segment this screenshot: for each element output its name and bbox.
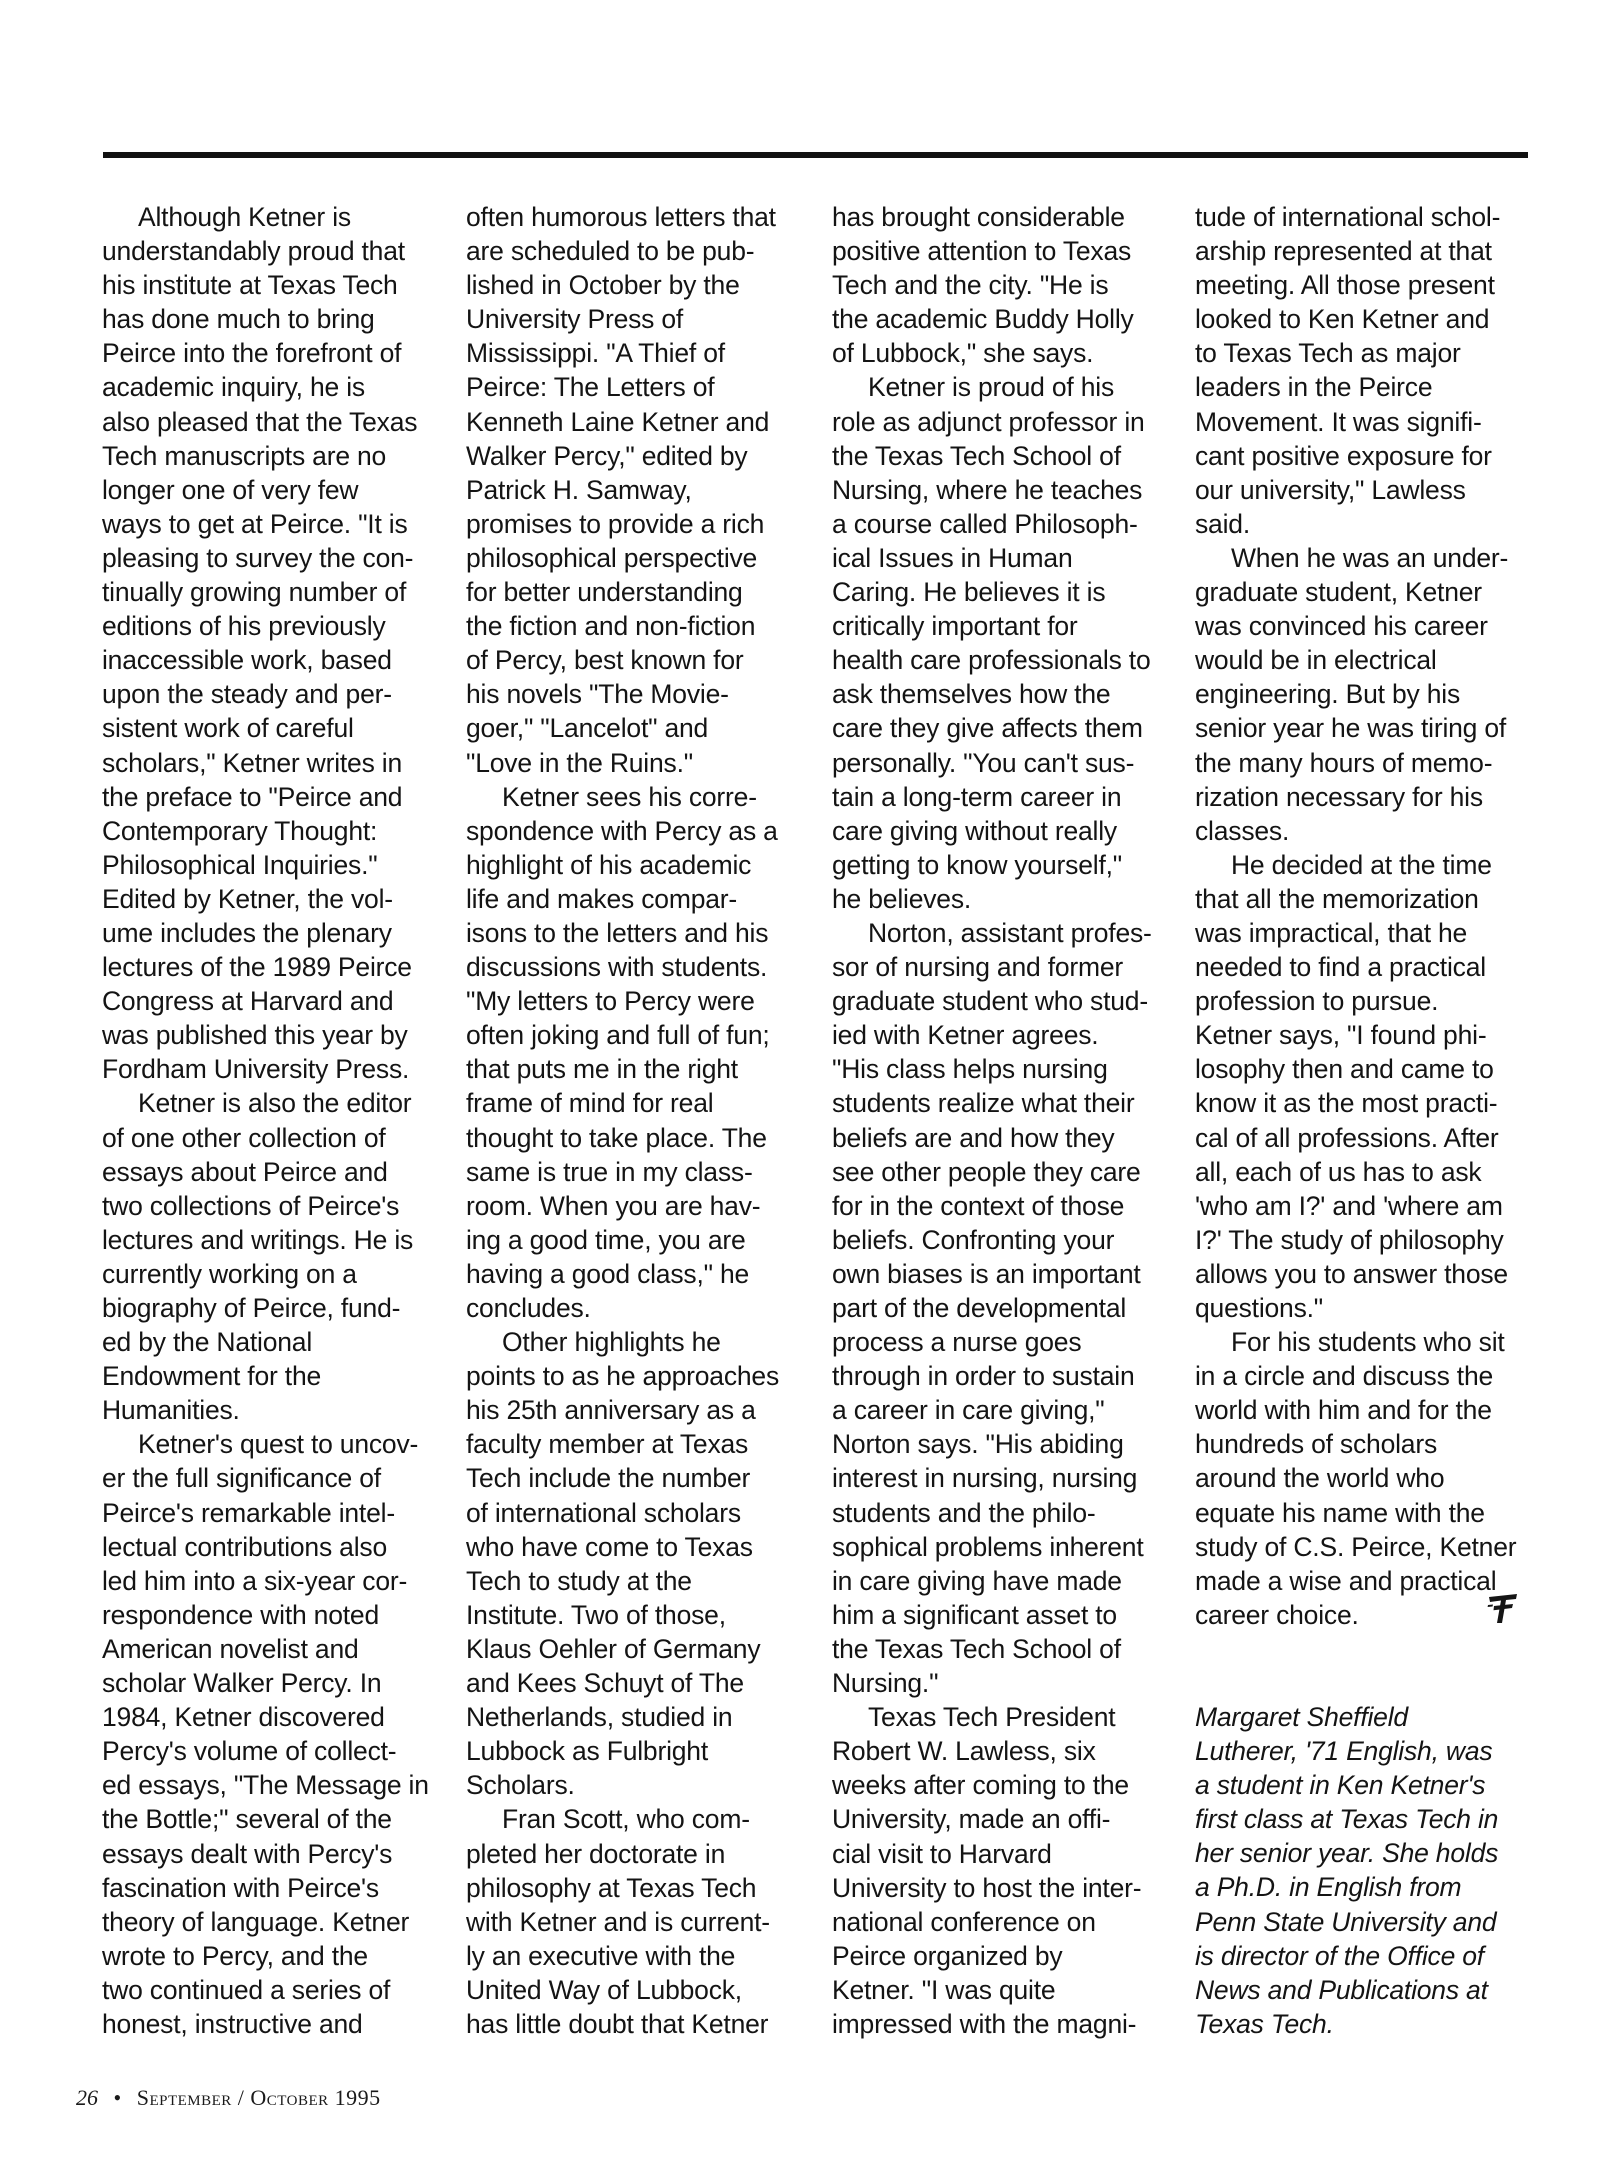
text-line: discussions with students. — [466, 952, 768, 983]
text-line: role as adjunct professor in — [832, 406, 1145, 437]
text-line: that all the memorization — [1195, 883, 1479, 914]
text-line: getting to know yourself," — [832, 849, 1122, 880]
text-line: rization necessary for his — [1195, 781, 1483, 812]
text-line: world with him and for the — [1195, 1395, 1492, 1426]
text-line: has little doubt that Ketner — [466, 2008, 769, 2039]
text-line: has brought considerable — [832, 202, 1125, 232]
text-line: was convinced his career — [1195, 611, 1488, 642]
text-line: Ketner says, "I found phi- — [1195, 1020, 1487, 1051]
text-line: Peirce's remarkable intel- — [102, 1497, 395, 1528]
text-line: said. — [1195, 508, 1250, 539]
text-line: Kenneth Laine Ketner and — [466, 406, 770, 437]
text-line: losophy then and came to — [1195, 1054, 1494, 1085]
text-line: a career in care giving," — [832, 1395, 1105, 1426]
text-line: Scholars. — [466, 1770, 575, 1801]
text-line: Tech and the city. "He is — [832, 270, 1109, 301]
text-line: 'who am I?' and 'where am — [1195, 1190, 1503, 1221]
text-line: Although Ketner is — [138, 202, 351, 232]
text-line: critically important for — [832, 611, 1078, 642]
text-line: ied with Ketner agrees. — [832, 1020, 1099, 1051]
bio-line: her senior year. She holds — [1195, 1838, 1499, 1869]
text-line: Walker Percy," edited by — [466, 440, 748, 471]
text-line: are scheduled to be pub- — [466, 236, 755, 267]
text-line: thought to take place. The — [466, 1122, 767, 1153]
text-line: Patrick H. Samway, — [466, 474, 692, 505]
text-line: Caring. He believes it is — [832, 577, 1106, 608]
text-line: philosophy at Texas Tech — [466, 1872, 757, 1903]
text-line: national conference on — [832, 1906, 1096, 1937]
text-line: allows you to answer those — [1195, 1258, 1508, 1289]
text-line: highlight of his academic — [466, 849, 752, 880]
text-line: scholar Walker Percy. In — [102, 1668, 382, 1699]
text-line: Ketner. "I was quite — [832, 1974, 1056, 2005]
text-line: American novelist and — [102, 1633, 359, 1664]
text-line: the Bottle;" several of the — [102, 1804, 392, 1835]
article-column-2 — [466, 200, 779, 2041]
text-line: Philosophical Inquiries." — [102, 849, 378, 880]
text-line: interest in nursing, nursing — [832, 1463, 1138, 1494]
text-line: the Texas Tech School of — [832, 1633, 1121, 1664]
text-line: er the full significance of — [102, 1463, 381, 1494]
text-line: meeting. All those present — [1195, 270, 1495, 301]
text-line: "Love in the Ruins." — [466, 747, 693, 778]
text-line: who have come to Texas — [466, 1531, 753, 1562]
text-line: scholars," Ketner writes in — [102, 747, 403, 778]
bio-line: first class at Texas Tech in — [1195, 1804, 1499, 1835]
text-line: essays dealt with Percy's — [102, 1838, 393, 1869]
text-line: goer," "Lancelot" and — [466, 713, 709, 744]
text-line: of Lubbock," she says. — [832, 338, 1094, 369]
text-line: beliefs. Confronting your — [832, 1224, 1115, 1255]
text-line: ly an executive with the — [466, 1940, 736, 1971]
text-line: life and makes compar- — [466, 883, 738, 914]
text-line: "His class helps nursing — [832, 1054, 1108, 1085]
text-line: Lubbock as Fulbright — [466, 1736, 709, 1767]
text-line: Institute. Two of those, — [466, 1599, 726, 1630]
text-line: hundreds of scholars — [1195, 1429, 1438, 1460]
text-line: him a significant asset to — [832, 1599, 1117, 1630]
text-line: Humanities. — [102, 1395, 240, 1426]
text-line: Mississippi. "A Thief of — [466, 338, 725, 369]
text-line: own biases is an important — [832, 1258, 1141, 1289]
text-line: of international scholars — [466, 1497, 741, 1528]
text-line: his institute at Texas Tech — [102, 270, 398, 301]
text-line: in a circle and discuss the — [1195, 1361, 1494, 1392]
bio-line: a student in Ken Ketner's — [1195, 1770, 1486, 1801]
text-line: Norton says. "His abiding — [832, 1429, 1124, 1460]
text-line: all, each of us has to ask — [1195, 1156, 1482, 1187]
text-line: health care professionals to — [832, 645, 1151, 676]
text-line: Endowment for the — [102, 1361, 322, 1392]
text-line: lectual contributions also — [102, 1531, 387, 1562]
text-line: having a good class," he — [466, 1258, 750, 1289]
text-line: lished in October by the — [466, 270, 740, 301]
text-line: Contemporary Thought: — [102, 815, 378, 846]
bio-line: Penn State University and — [1195, 1906, 1497, 1937]
text-line: ume includes the plenary — [102, 917, 392, 948]
text-line: our university," Lawless — [1195, 474, 1466, 505]
text-line: Netherlands, studied in — [466, 1702, 733, 1733]
text-line: fascination with Peirce's — [102, 1872, 379, 1903]
bio-line: is director of the Office of — [1195, 1940, 1484, 1971]
text-line: pleasing to survey the con- — [102, 542, 414, 573]
text-line: Tech manuscripts are no — [102, 440, 387, 471]
text-line: the many hours of memo- — [1195, 747, 1493, 778]
text-line: beliefs are and how they — [832, 1122, 1115, 1153]
text-line: would be in electrical — [1195, 645, 1437, 676]
page-number: 26 — [76, 2085, 98, 2110]
text-line: process a nurse goes — [832, 1327, 1082, 1358]
text-line: Nursing." — [832, 1668, 939, 1699]
text-line: personally. "You can't sus- — [832, 747, 1135, 778]
text-line: questions." — [1195, 1293, 1324, 1323]
text-line: ed by the National — [102, 1327, 313, 1358]
text-line: sistent work of careful — [102, 713, 354, 744]
article-column-3 — [832, 200, 1152, 2041]
text-line: engineering. But by his — [1195, 679, 1460, 710]
text-line: also pleased that the Texas — [102, 406, 418, 437]
text-line: and Kees Schuyt of The — [466, 1668, 744, 1699]
text-line: I?' The study of philosophy — [1195, 1224, 1504, 1255]
text-line: Ketner is proud of his — [868, 372, 1115, 403]
text-line: study of C.S. Peirce, Ketner — [1195, 1531, 1517, 1562]
text-line: Edited by Ketner, the vol- — [102, 883, 393, 914]
text-line: graduate student, Ketner — [1195, 577, 1482, 608]
text-line: equate his name with the — [1195, 1497, 1485, 1528]
footer-separator: • — [113, 2085, 122, 2110]
text-line: understandably proud that — [102, 236, 405, 267]
text-line: University Press of — [466, 304, 684, 335]
text-line: sophical problems inherent — [832, 1531, 1144, 1562]
text-line: respondence with noted — [102, 1599, 379, 1630]
text-line: Tech to study at the — [466, 1565, 692, 1596]
text-line: upon the steady and per- — [102, 679, 392, 710]
text-line: weeks after coming to the — [832, 1770, 1129, 1801]
text-line: cal of all professions. After — [1195, 1122, 1499, 1153]
text-line: editions of his previously — [102, 611, 386, 642]
text-line: often joking and full of fun; — [466, 1020, 770, 1051]
text-line: cant positive exposure for — [1195, 440, 1492, 471]
text-line: Fran Scott, who com- — [502, 1804, 750, 1835]
text-line: United Way of Lubbock, — [466, 1974, 742, 2005]
text-line: senior year he was tiring of — [1195, 713, 1507, 744]
text-line: University to host the inter- — [832, 1872, 1142, 1903]
text-line: For his students who sit — [1231, 1327, 1505, 1358]
text-line: Peirce organized by — [832, 1940, 1063, 1971]
text-line: the Texas Tech School of — [832, 440, 1121, 471]
text-line: isons to the letters and his — [466, 917, 769, 948]
text-line: to Texas Tech as major — [1195, 338, 1461, 369]
text-line: care they give affects them — [832, 713, 1143, 744]
text-line: wrote to Percy, and the — [102, 1940, 368, 1971]
text-line: students and the philo- — [832, 1497, 1096, 1528]
text-line: leaders in the Peirce — [1195, 372, 1433, 403]
text-line: Ketner's quest to uncov- — [138, 1429, 419, 1460]
text-line: the academic Buddy Holly — [832, 304, 1134, 335]
text-line: through in order to sustain — [832, 1361, 1135, 1392]
text-line: of Percy, best known for — [466, 645, 744, 676]
text-line: ask themselves how the — [832, 679, 1111, 710]
page-footer — [76, 2085, 381, 2111]
text-line: sor of nursing and former — [832, 952, 1124, 983]
text-line: Tech include the number — [466, 1463, 751, 1494]
text-line: his novels "The Movie- — [466, 679, 729, 710]
text-line: philosophical perspective — [466, 542, 758, 573]
text-line: faculty member at Texas — [466, 1429, 749, 1460]
text-line: Peirce: The Letters of — [466, 372, 715, 403]
text-line: with Ketner and is current- — [466, 1906, 770, 1937]
text-line: students realize what their — [832, 1088, 1135, 1119]
text-line: ways to get at Peirce. "It is — [102, 508, 408, 539]
bio-line: Margaret Sheffield — [1195, 1702, 1408, 1732]
text-line: theory of language. Ketner — [102, 1906, 410, 1937]
text-line: Nursing, where he teaches — [832, 474, 1143, 505]
text-line: profession to pursue. — [1195, 986, 1439, 1017]
text-line: of one other collection of — [102, 1122, 386, 1153]
text-line: concludes. — [466, 1293, 591, 1323]
text-line: Ketner sees his corre- — [502, 781, 757, 812]
top-rule — [103, 152, 1528, 158]
text-line: arship represented at that — [1195, 236, 1492, 267]
text-line: care giving without really — [832, 815, 1117, 846]
text-line: part of the developmental — [832, 1293, 1127, 1323]
text-line: "My letters to Percy were — [466, 986, 755, 1017]
text-line: was impractical, that he — [1195, 917, 1468, 948]
text-line: graduate student who stud- — [832, 986, 1148, 1017]
text-line: positive attention to Texas — [832, 236, 1132, 267]
text-line: University, made an offi- — [832, 1804, 1111, 1835]
bio-line: Lutherer, '71 English, was — [1195, 1736, 1493, 1767]
text-line: points to as he approaches — [466, 1361, 780, 1392]
text-line: pleted her doctorate in — [466, 1838, 726, 1869]
text-line: room. When you are hav- — [466, 1190, 761, 1221]
text-line: career choice. — [1195, 1599, 1359, 1630]
text-line: cial visit to Harvard — [832, 1838, 1052, 1869]
text-line: classes. — [1195, 815, 1290, 846]
text-line: Movement. It was signifi- — [1195, 406, 1482, 437]
text-line: know it as the most practi- — [1195, 1088, 1498, 1119]
text-line: around the world who — [1195, 1463, 1445, 1494]
text-line: his 25th anniversary as a — [466, 1395, 756, 1426]
text-line: was published this year by — [102, 1020, 408, 1051]
article-column-4 — [1195, 200, 1516, 1632]
text-line: two collections of Peirce's — [102, 1190, 400, 1221]
text-line: Ketner is also the editor — [138, 1088, 412, 1119]
text-line: academic inquiry, he is — [102, 372, 365, 403]
text-line: spondence with Percy as a — [466, 815, 778, 846]
text-line: tain a long-term career in — [832, 781, 1122, 812]
text-line: the fiction and non-fiction — [466, 611, 756, 642]
bio-line: Texas Tech. — [1195, 2008, 1334, 2039]
text-line: biography of Peirce, fund- — [102, 1293, 401, 1323]
bio-line: News and Publications at — [1195, 1974, 1488, 2005]
text-line: see other people they care — [832, 1156, 1141, 1187]
text-line: has done much to bring — [102, 304, 375, 335]
text-line: frame of mind for real — [466, 1088, 714, 1119]
text-line: He decided at the time — [1231, 849, 1492, 880]
text-line: Percy's volume of collect- — [102, 1736, 397, 1767]
issue-date: September / October 1995 — [136, 2085, 381, 2110]
text-line: Congress at Harvard and — [102, 986, 394, 1017]
text-line: When he was an under- — [1231, 542, 1509, 573]
text-line: ical Issues in Human — [832, 542, 1073, 573]
text-line: essays about Peirce and — [102, 1156, 388, 1187]
text-line: ed essays, "The Message in — [102, 1770, 429, 1801]
text-line: Other highlights he — [502, 1327, 721, 1358]
text-line: two continued a series of — [102, 1974, 391, 2005]
tt-logo-end-mark-icon — [1486, 1593, 1520, 1625]
text-line: made a wise and practical — [1195, 1565, 1497, 1596]
text-line: for better understanding — [466, 577, 743, 608]
text-line: ing a good time, you are — [466, 1224, 746, 1255]
text-line: for in the context of those — [832, 1190, 1125, 1221]
text-line: inaccessible work, based — [102, 645, 392, 676]
text-line: needed to find a practical — [1195, 952, 1486, 983]
text-line: led him into a six-year cor- — [102, 1565, 408, 1596]
text-line: Peirce into the forefront of — [102, 338, 402, 369]
text-line: Robert W. Lawless, six — [832, 1736, 1096, 1767]
text-line: same is true in my class- — [466, 1156, 753, 1187]
text-line: lectures and writings. He is — [102, 1224, 414, 1255]
bio-line: a Ph.D. in English from — [1195, 1872, 1462, 1903]
text-line: a course called Philosoph- — [832, 508, 1138, 539]
text-line: Fordham University Press. — [102, 1054, 410, 1085]
text-line: lectures of the 1989 Peirce — [102, 952, 412, 983]
text-line: 1984, Ketner discovered — [102, 1702, 385, 1733]
text-line: honest, instructive and — [102, 2008, 363, 2039]
text-line: tinually growing number of — [102, 577, 407, 608]
text-line: he believes. — [832, 883, 972, 914]
text-line: that puts me in the right — [466, 1054, 738, 1085]
text-line: currently working on a — [102, 1258, 357, 1289]
text-line: Klaus Oehler of Germany — [466, 1633, 761, 1664]
text-line: often humorous letters that — [466, 202, 776, 232]
text-line: longer one of very few — [102, 474, 359, 505]
text-line: Norton, assistant profes- — [868, 917, 1152, 948]
article-column-1 — [102, 200, 429, 2041]
text-line: tude of international schol- — [1195, 202, 1501, 232]
text-line: looked to Ken Ketner and — [1195, 304, 1490, 335]
text-line: in care giving have made — [832, 1565, 1122, 1596]
text-line: promises to provide a rich — [466, 508, 765, 539]
author-bio — [1195, 1700, 1498, 2041]
text-line: the preface to "Peirce and — [102, 781, 403, 812]
text-line: Texas Tech President — [868, 1702, 1116, 1733]
text-line: impressed with the magni- — [832, 2008, 1137, 2039]
